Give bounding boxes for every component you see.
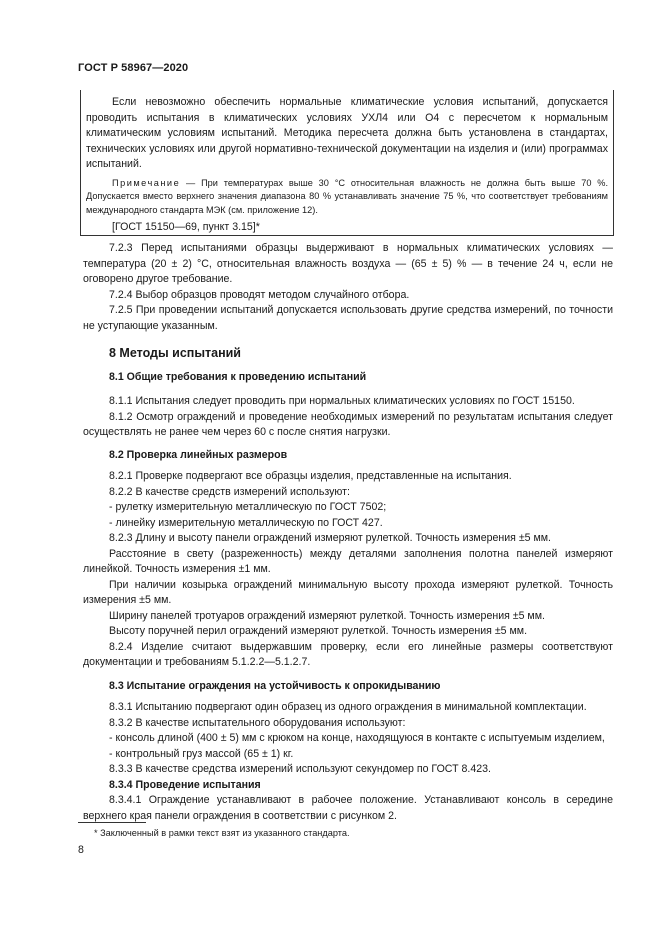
page-number: 8	[78, 844, 84, 856]
section-8-title: 8 Методы испытаний	[109, 346, 241, 360]
clause-8-2-3: 8.2.3 Длину и высоту панели ограждений измеряют рулеткой. Точность измерения ±5 мм.	[109, 532, 551, 544]
source-reference: [ГОСТ 15150—69, пункт 3.15]*	[112, 221, 260, 234]
clause-8-3-2-item-1: - консоль длиной (400 ± 5) мм с крюком на конце, находящуюся в контакте с испытуемым изделием,	[109, 732, 605, 744]
note-paragraph	[86, 177, 608, 218]
clause-8-3-3: 8.3.3 В качестве средства измерений используют секундомер по ГОСТ 8.423.	[109, 763, 491, 775]
clause-8-2-3-handrail: Высоту поручней перил ограждений измеряют рулеткой. Точность измерения ±5 мм.	[109, 625, 528, 637]
note-text: — При температурах выше 30 °С относительная влажность не должна быть выше 70 %. Допускается вместо верхнего значения диапазона 80 % устанавливать значение 75 %, что соответствует требованиям международного стандарта МЭК (см. приложение 12).	[86, 177, 608, 215]
clause-8-2-1: 8.2.1 Проверке подвергают все образцы изделия, представленные на испытания.	[109, 470, 512, 482]
section-7-continuation	[83, 241, 613, 334]
clause-8-1-1: 8.1.1 Испытания следует проводить при нормальных климатических условиях по ГОСТ 15150.	[109, 395, 575, 407]
standard-header: ГОСТ Р 58967—2020	[78, 62, 189, 74]
quoted-block	[86, 95, 608, 236]
section-8-1-title: 8.1 Общие требования к проведению испытаний	[109, 370, 367, 383]
clause-8-3-2: 8.3.2 В качестве испытательного оборудования используют:	[109, 716, 406, 729]
section-8-2-title: 8.2 Проверка линейных размеров	[109, 448, 288, 461]
section-8	[83, 346, 613, 824]
quoted-paragraph: Если невозможно обеспечить нормальные климатические условия испытаний, допускается проводить испытания в климатических условиях УХЛ4 или О4 с пересчетом к нормальным климатическим условиям испытаний. Методика пересчета должна быть установлена в стандартах, технических условиях или другой нормативно-технической документации на изделия и (или) программах испытаний.	[86, 96, 608, 170]
clause-7-2-4: 7.2.4 Выбор образцов проводят методом случайного отбора.	[109, 288, 410, 301]
clause-7-2-5: 7.2.5 При проведении испытаний допускается использовать другие средства измерений, по точности не уступающие указанным.	[83, 304, 613, 332]
clause-8-3-1: 8.3.1 Испытанию подвергают один образец из одного ограждения в минимальной комплектации.	[109, 701, 587, 713]
clause-8-2-2: 8.2.2 В качестве средств измерений используют:	[109, 485, 350, 498]
footnote-separator	[78, 822, 146, 823]
clause-7-2-3: 7.2.3 Перед испытаниями образцы выдерживают в нормальных климатических условиях — температура (20 ± 2) °С, относительная влажность воздуха — (65 ± 5) % — в течение 24 ч, если не оговорено другое требование.	[83, 242, 613, 285]
note-label: Примечание	[112, 177, 181, 188]
clause-8-2-3-canopy: При наличии козырька ограждений минимальную высоту прохода измеряют рулеткой. Точность измерения ±5 мм.	[83, 578, 613, 606]
clause-8-2-3-walkway: Ширину панелей тротуаров ограждений измеряют рулеткой. Точность измерения ±5 мм.	[109, 609, 545, 622]
section-8-3-title: 8.3 Испытание ограждения на устойчивость к опрокидыванию	[109, 679, 441, 692]
clause-8-1-2: 8.1.2 Осмотр ограждений и проведение необходимых измерений по результатам испытания следует осуществлять не ранее чем через 60 с после снятия нагрузки.	[83, 410, 613, 438]
clause-8-3-4-1: 8.3.4.1 Ограждение устанавливают в рабочее положение. Устанавливают консоль в середине верхнего края панели ограждения в соответствии с рисунком 2.	[83, 794, 613, 822]
clause-8-2-4: 8.2.4 Изделие считают выдержавшим проверку, если его линейные размеры соответствуют документации и требованиям 5.1.2.2—5.1.2.7.	[83, 640, 613, 668]
clause-8-3-4-title: 8.3.4 Проведение испытания	[109, 778, 261, 791]
clause-8-2-2-item-1: - рулетку измерительную металлическую по ГОСТ 7502;	[109, 501, 387, 513]
clause-8-2-3-spacing: Расстояние в свету (разреженность) между деталями заполнения полотна панелей измеряют линейкой. Точность измерения ±1 мм.	[83, 547, 613, 575]
footnote: * Заключенный в рамки текст взят из указанного стандарта.	[94, 828, 350, 838]
clause-8-2-2-item-2: - линейку измерительную металлическую по ГОСТ 427.	[109, 516, 383, 529]
clause-8-3-2-item-2: - контрольный груз массой (65 ± 1) кг.	[109, 747, 294, 760]
